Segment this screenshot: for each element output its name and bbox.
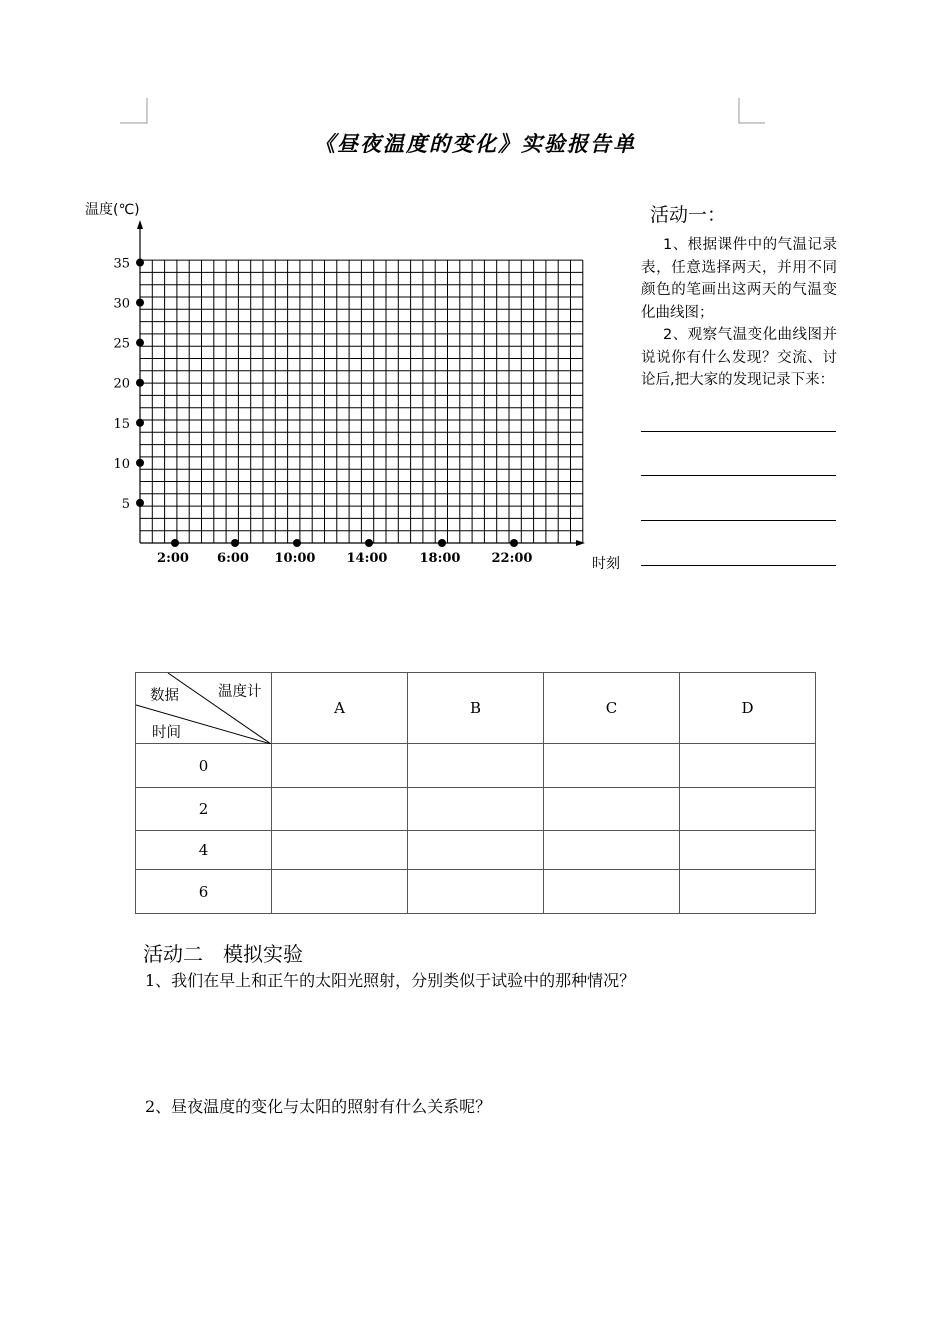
data-cell[interactable]	[544, 831, 680, 870]
y-tick-dot	[136, 379, 144, 387]
y-tick-label: 10	[113, 456, 130, 472]
x-tick-label: 10:00	[274, 551, 316, 566]
y-tick-dot	[136, 499, 144, 507]
row-time-cell: 4	[136, 831, 272, 870]
column-header-c: C	[544, 673, 680, 744]
activity1-heading: 活动一：	[650, 204, 727, 226]
y-tick-label: 20	[113, 376, 130, 392]
y-tick-label: 25	[113, 336, 130, 352]
table-row	[136, 788, 816, 831]
answer-line[interactable]	[641, 475, 836, 476]
x-axis-label: 时刻	[592, 556, 620, 572]
activity1-item1: 1、根据课件中的气温记录表，任意选择两天，并用不同颜色的笔画出这两天的气温变化曲线图；	[641, 237, 837, 321]
x-tick-dot	[293, 539, 301, 547]
corner-mark-top-right	[737, 98, 767, 126]
data-cell[interactable]	[544, 870, 680, 914]
y-tick-dot	[136, 259, 144, 267]
x-tick-dot	[510, 539, 518, 547]
chart-grid	[140, 260, 583, 543]
table-row	[136, 744, 816, 788]
x-tick-label: 14:00	[346, 551, 388, 566]
activity1-instructions	[641, 234, 837, 392]
activity1-item2: 2、观察气温变化曲线图并说说你有什么发现？交流、讨论后,把大家的发现记录下来：	[641, 327, 837, 388]
y-tick-dot	[136, 339, 144, 347]
activity2-heading: 活动二 模拟实验	[143, 942, 303, 966]
data-cell[interactable]	[408, 788, 544, 831]
data-cell[interactable]	[544, 744, 680, 788]
data-cell[interactable]	[408, 870, 544, 914]
data-cell[interactable]	[680, 744, 816, 788]
y-tick-dot	[136, 459, 144, 467]
x-axis-arrow	[576, 540, 585, 546]
header-thermometer-label: 温度计	[218, 684, 262, 700]
header-data-label: 数据	[150, 688, 179, 704]
y-tick-dot	[136, 299, 144, 307]
data-cell[interactable]	[272, 870, 408, 914]
y-tick-label: 35	[113, 256, 130, 272]
y-tick-label: 30	[113, 296, 130, 312]
y-axis-label: 温度(℃)	[85, 202, 140, 218]
answer-line[interactable]	[641, 431, 836, 432]
header-time-label: 时间	[152, 725, 181, 741]
data-cell[interactable]	[272, 831, 408, 870]
thermometer-data-table	[135, 672, 816, 914]
row-time-cell: 0	[136, 744, 272, 788]
column-header-d: D	[680, 673, 816, 744]
column-header-a: A	[272, 673, 408, 744]
data-cell[interactable]	[272, 788, 408, 831]
table-header-diagonal-cell	[136, 673, 272, 744]
y-tick-label: 5	[121, 496, 130, 512]
table-row	[136, 831, 816, 870]
data-cell[interactable]	[408, 744, 544, 788]
row-time-cell: 2	[136, 788, 272, 831]
y-axis-arrow	[137, 220, 143, 229]
x-tick-label: 6:00	[217, 551, 249, 566]
x-tick-label: 2:00	[157, 551, 189, 566]
column-header-b: B	[408, 673, 544, 744]
question-1: 1、我们在早上和正午的太阳光照射，分别类似于试验中的那种情况？	[145, 971, 636, 990]
temperature-chart	[80, 195, 630, 580]
corner-mark-top-left	[120, 98, 150, 126]
table-row	[136, 870, 816, 914]
x-tick-dot	[171, 539, 179, 547]
data-cell[interactable]	[272, 744, 408, 788]
y-tick-label: 15	[113, 416, 130, 432]
y-tick-dot	[136, 419, 144, 427]
answer-line[interactable]	[641, 565, 836, 566]
x-tick-dot	[231, 539, 239, 547]
answer-line[interactable]	[641, 520, 836, 521]
page-title: 《昼夜温度的变化》实验报告单	[314, 131, 636, 156]
question-2: 2、昼夜温度的变化与太阳的照射有什么关系呢？	[145, 1097, 492, 1116]
x-tick-label: 18:00	[419, 551, 461, 566]
x-tick-label: 22:00	[491, 551, 533, 566]
x-tick-dot	[438, 539, 446, 547]
x-tick-dot	[365, 539, 373, 547]
row-time-cell: 6	[136, 870, 272, 914]
data-cell[interactable]	[680, 870, 816, 914]
data-cell[interactable]	[680, 788, 816, 831]
data-cell[interactable]	[408, 831, 544, 870]
data-cell[interactable]	[544, 788, 680, 831]
data-cell[interactable]	[680, 831, 816, 870]
